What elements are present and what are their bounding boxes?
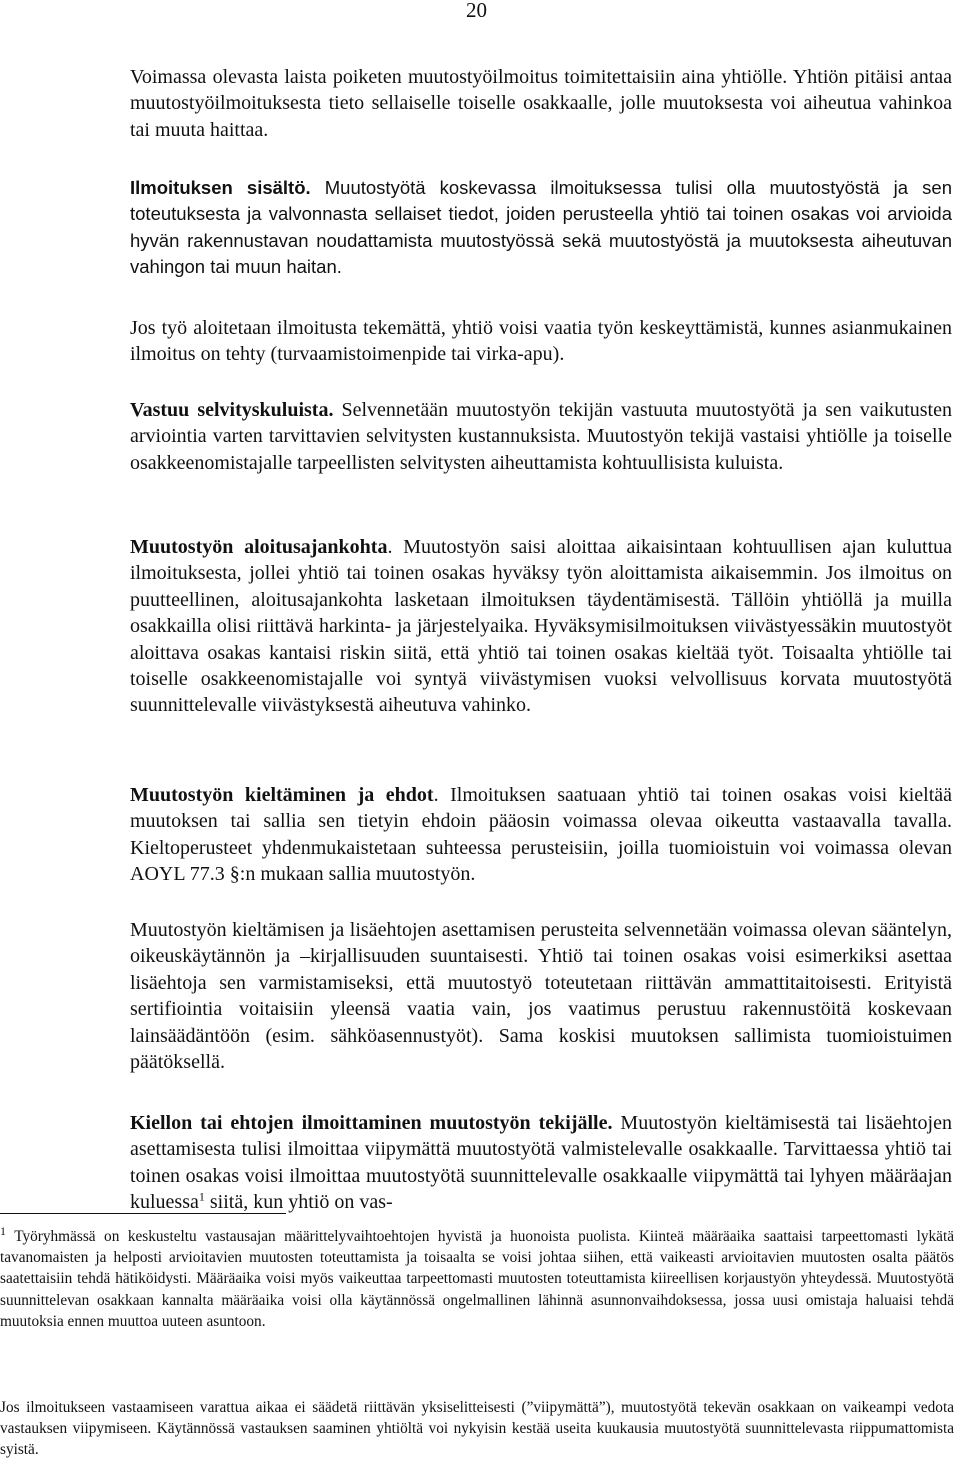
heading-notice-contents: Ilmoituksen sisältö. [130, 177, 311, 198]
text-survey-costs: Selvennetään muutostyön tekijän vastuuta muutostyötä ja sen vaikutusten arviointia varten tarvittavien selvitysten kustannuksista. Muutostyön tekijä vastaisi yhtiölle ja toiselle osakkeenomistajalle tarpeellisten selvitysten aiheuttamista kohtuullisista kuluista. [130, 399, 952, 474]
text-start-time: . Muutostyön saisi aloittaa aikaisintaan kohtuullisen ajan kuluttua ilmoituksesta, jollei yhtiö tai toinen osakas hyväksy työn aloittamista aikaisemmin. Jos ilmoitus on puutteellinen, aloitusajankohta lasketaan ilmoituksen täydentämisestä. Tällöin yhtiöllä ja muilla osakkailla olisi riittävä harkinta- ja järjestelyaika. Hyväksymisilmoituksen viivästyessäkin muutostyöt aloittava osakas kantaisi riskin siitä, että yhtiö tai toinen osakas kieltää työt. Toisaalta yhtiölle tai toiselle osakkeenomistajalle voi syntyä viivästymisen vuoksi velvollisuus korvata muutostyötä suunnittelevalle viivästyksestä aiheutuva vahinko. [130, 536, 953, 717]
page-number: 20 [466, 0, 487, 22]
footnote-1-body: Työryhmässä on keskusteltu vastausajan määrittelyvaihtoehtojen hyvistä ja huonoista puolista. Kiinteä määräaika saattaisi tarpeettomasti lykätä tavanomaisten ja helposti arvioitavien muutosten toteuttamista ja toisaalta se voisi johtaa siihen, että vaikeasti arvioitavien muutosten osalta päätös saatettaisiin tehdä hätiköidysti. Määräaika voisi myös vaikeuttaa tarpeettomasti muutosten toteuttamista kiireellisen korjaustyön yhteydessä. Muutostyötä suunnittelevan osakkaan kannalta määräaika voisi olla käytännössä ongelmallinen lähinnä asunnonvaihdoksessa, jossa uusi omistaja haluaisi tehdä muutoksia ennen muuttoa uuteen asuntoon. [0, 1228, 954, 1330]
heading-survey-costs: Vastuu selvityskuluista. [130, 399, 334, 421]
footnote-reference[interactable]: 1 [198, 1189, 205, 1204]
paragraph-notice-delivery: Voimassa olevasta laista poiketen muutostyöilmoitus toimitettaisiin aina yhtiölle. Yhtiön pitäisi antaa muutostyöilmoituksesta tieto sellaiselle toiselle osakkaalle, jolle muutoksesta voi aiheutua vahinkoa tai muuta haittaa. [130, 66, 952, 141]
text-prohibition-conditions: . Ilmoituksen saatuaan yhtiö tai toinen osakas voisi kieltää muutoksen tai sallia sen tietyin ehdoin pääosin voimassa olevaa oikeutta vastaavalla tavalla. Kieltoperusteet yhdenmukaistetaan suhteessa perusteisiin, joilla tuomioistuin voi voimassa olevan AOYL 77.3 §:n mukaan sallia muutostyön. [130, 784, 953, 886]
footnote-1-continuation: Jos ilmoitukseen vastaamiseen varattua aikaa ei säädetä riittävän yksiselitteisesti (”viipymättä”), muutostyötä tekevän osakkaan on vaikeampi vedota vastauksen viipymiseen. Käytännössä vastauksen saaminen yhtiöltä voi nykyisin kestää useita kuukausia muutostyötä suunnittelevasta riippumattomista syistä. [0, 1399, 954, 1459]
paragraph-notice-contents [130, 175, 952, 281]
heading-notifying-worker: Kiellon tai ehtojen ilmoittaminen muutostyön tekijälle. [130, 1112, 613, 1134]
text-notice-contents: Muutostyötä koskevassa ilmoituksessa tulisi olla muutostyöstä ja sen toteutuksesta ja valvonnasta sellaiset tiedot, joiden perusteella yhtiö tai toinen osakas voi arvioida hyvän rakennustavan noudattamista muutostyössä sekä muutostyöstä ja muutoksesta aiheutuvan vahingon tai muun haitan. [130, 177, 952, 278]
paragraph-grounds-clarified: Muutostyön kieltämisen ja lisäehtojen asettamisen perusteita selvennetään voimassa olevan sääntelyn, oikeuskäytännön ja –kirjallisuuden suuntaisesti. Yhtiö tai toinen osakas voisi esimerkiksi asettaa lisäehtoja sen varmistamiseksi, että muutostyö toteutetaan riittävän ammattitaitoisesti. Erityistä sertifiointia voitaisiin yleensä vaatia vain, jos vaatimus perustuu rakennustöitä koskevaan lainsäädäntöön (esim. sähköasennustyöt). Sama koskisi muutoksen sallimista tuomioistuimen päätöksellä. [130, 919, 952, 1074]
footnote-1-text [0, 1223, 954, 1332]
heading-start-time: Muutostyön aloitusajankohta [130, 536, 388, 558]
paragraph-survey-costs [130, 397, 952, 476]
paragraph-work-without-notice: Jos työ aloitetaan ilmoitusta tekemättä, yhtiö voisi vaatia työn keskeyttämistä, kunnes asianmukainen ilmoitus on tehty (turvaamistoimenpide tai virka-apu). [130, 317, 952, 366]
text-notifying-worker-after: siitä, kun yhtiö on vas- [204, 1191, 393, 1214]
footnote-marker: 1 [0, 1223, 6, 1238]
paragraph-prohibition-conditions [130, 782, 952, 888]
paragraph-notifying-worker [130, 1110, 952, 1216]
footnote-separator [0, 1213, 286, 1214]
heading-prohibition-conditions: Muutostyön kieltäminen ja ehdot [130, 784, 434, 806]
paragraph-start-time [130, 534, 952, 719]
text-notifying-worker-before: Muutostyön kieltämisestä tai lisäehtojen asettamisesta tulisi ilmoittaa viipymättä muutostyötä valmistelevalle osakkaalle. Tarvittaessa yhtiö tai toinen osakas voisi ilmoittaa muutostyötä suunnittelevalle osakkaalle viipymättä tai lyhyen määräajan kuluessa [130, 1112, 952, 1214]
